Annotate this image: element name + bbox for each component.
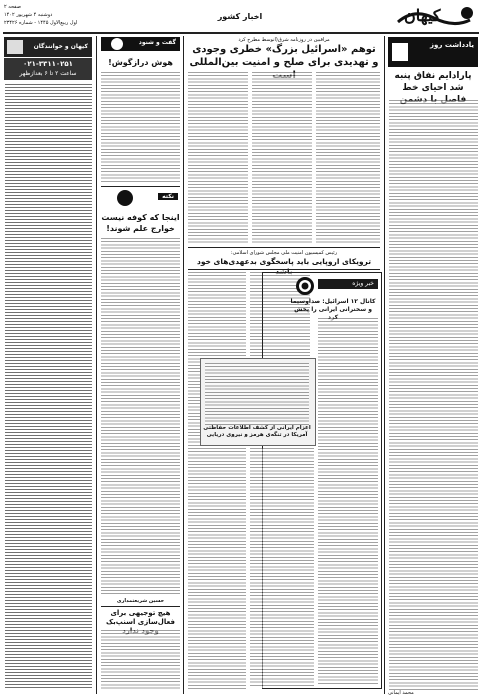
center-kicker: مراقبین در روزنامه شرق(انوسط مطرح کرد [238, 37, 330, 43]
inset-title: اعزام ایرانی از کشف اطلاعات حفاظتی آمریکا در تنگه‌ی هرمز و نیروی دریایی [203, 425, 311, 438]
masthead-rule [3, 32, 479, 34]
logo [394, 4, 476, 30]
readers-header: کیهان و خوانندگان [33, 43, 88, 50]
column-divider [384, 36, 385, 694]
lower-body [188, 272, 246, 690]
dialogue-icon [111, 38, 123, 50]
dialogue-header-box [101, 37, 180, 51]
dialogue-header: گفت و شنود [138, 39, 176, 46]
readers-phone: ۰۲۱-۳۳۱۱۰۲۵۱ [23, 60, 73, 68]
note-author: حسین شریعتمداری [116, 598, 165, 604]
dialogue-headline: هوش درازگوش! [108, 58, 173, 67]
dialogue-divider [101, 186, 180, 187]
note-headline: اینجا که کوفه نیست خوارج علم شوند! [101, 213, 180, 233]
special-news-header: خبر ویژه [318, 279, 378, 289]
page-number: صفحه ۲ [4, 4, 21, 10]
editorial-header-box [388, 37, 478, 67]
readers-hours: ساعت ۲ تا ۶ بعدازظهر [19, 70, 77, 77]
inset-body [205, 363, 309, 425]
center-divider [188, 269, 380, 270]
note-icon [117, 190, 133, 206]
quill-icon [392, 43, 408, 61]
center-headline-2: و تهدیدی برای صلح و امنیت بین‌المللی [189, 57, 379, 68]
note-header: نکته [158, 193, 178, 200]
center-divider [188, 247, 380, 248]
editorial-body [389, 100, 478, 690]
readers-icon [7, 40, 23, 54]
editorial-headline: پارادایم نفاق پنبه شد احیای خط [394, 71, 472, 93]
note-body [101, 238, 180, 596]
dialogue-body [101, 72, 180, 182]
center-top-body [316, 72, 380, 244]
bottom-body [101, 630, 180, 690]
column-divider [96, 36, 97, 694]
note-divider [101, 606, 180, 607]
special-news-headline: کانال ۱۲ اسرائیل: صداوسیما و سخنرانی ایرانی را پخش [290, 298, 376, 313]
special-news-logo [294, 276, 316, 296]
center-top-body [188, 72, 248, 244]
readers-body [5, 84, 92, 690]
footer-credit: محمد ایمانی [388, 690, 414, 696]
center-headline-1: توهم «اسرائیل بزرگ» خطری وجودی [192, 44, 376, 55]
bottom-headline: هیچ توجیهی برای فعال‌سازی اسنپ‌بک [106, 609, 175, 626]
date-line-1: دوشنبه ۴ شهریور ۱۴۰۲ [4, 12, 53, 18]
date-line-2: اول ربیع‌الاول ۱۴۴۵ - شماره ۲۳۴۲۶ [4, 20, 78, 26]
readers-header-box [4, 37, 92, 57]
center-top-body [252, 72, 312, 244]
sub-kicker: رئیس کمیسیون امنیت ملی مجلس شورای اسلامی: [230, 250, 338, 256]
note-header-box [101, 190, 180, 206]
logo-text: کیهان [404, 6, 441, 25]
editorial-header: یادداشت روز [430, 41, 474, 49]
column-divider [183, 36, 184, 694]
sub-headline: ترویکای اروپایی باید پاسخگوی بدعهدی‌های خود [196, 257, 372, 266]
section-title: اخبار کشور [217, 12, 263, 21]
lower-body [250, 448, 314, 688]
special-news-body [318, 318, 378, 684]
spiral-icon [294, 276, 316, 296]
readers-contact-box [4, 58, 92, 80]
